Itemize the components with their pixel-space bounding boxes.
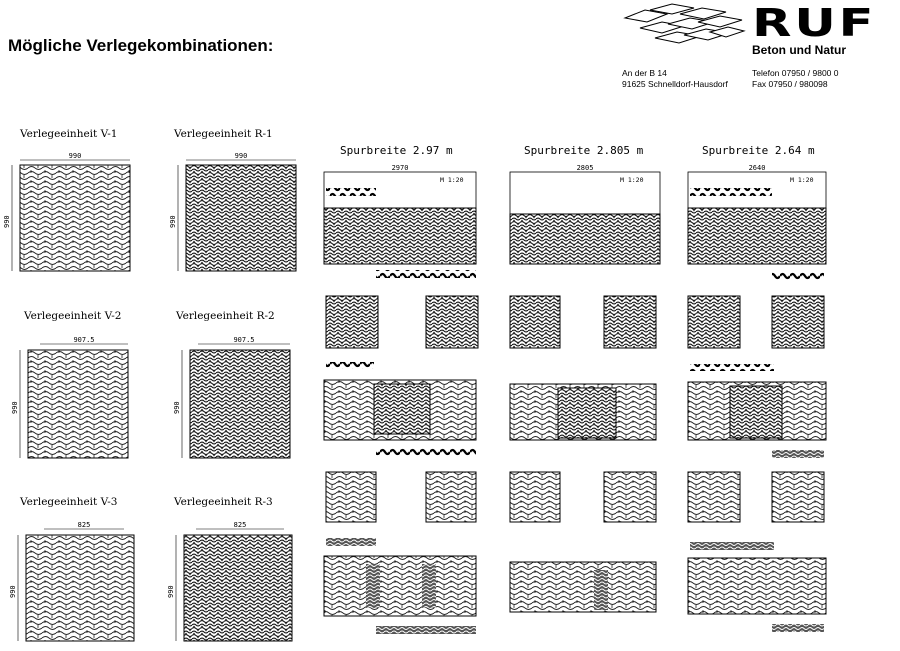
unit-r1-label: Verlegeeinheit R-1	[174, 128, 273, 140]
address-line-1: An der B 14	[622, 68, 667, 78]
unit-r3-drawing	[176, 529, 292, 641]
address-block	[622, 68, 728, 90]
address-line-2: 91625 Schnelldorf-Hausdorf	[622, 79, 728, 89]
track-1-dimension: 2970	[391, 164, 409, 172]
unit-v3-width: 825	[77, 521, 91, 529]
track-3-scale: M 1:20	[790, 176, 814, 184]
unit-r3-label: Verlegeeinheit R-3	[174, 496, 273, 508]
logo-stones-icon	[625, 4, 744, 43]
unit-v1-width: 990	[68, 152, 82, 160]
unit-r1-height: 990	[169, 215, 177, 228]
unit-v1-height: 990	[3, 215, 11, 228]
unit-r2-drawing	[182, 344, 290, 458]
unit-r2-width: 907.5	[233, 336, 255, 344]
unit-r3-width: 825	[233, 521, 247, 529]
unit-v3-label: Verlegeeinheit V-3	[20, 496, 118, 508]
unit-r1-drawing	[178, 160, 296, 271]
unit-v2-label: Verlegeeinheit V-2	[24, 310, 122, 322]
contact-block	[752, 68, 839, 90]
unit-v3-height: 990	[9, 585, 17, 598]
track-1-label: Spurbreite 2.97 m	[340, 144, 453, 157]
track-2-scale: M 1:20	[620, 176, 644, 184]
unit-v2-drawing	[20, 344, 128, 458]
phone-number: Telefon 07950 / 9800 0	[752, 68, 839, 78]
logo-wordmark: RUF	[752, 1, 877, 45]
unit-v1-label: Verlegeeinheit V-1	[20, 128, 118, 140]
track-2-drawings	[510, 172, 660, 612]
unit-r1-width: 990	[234, 152, 248, 160]
track-3-drawings	[688, 172, 826, 632]
unit-v1-drawing	[12, 160, 130, 271]
track-3-label: Spurbreite 2.64 m	[702, 144, 815, 157]
track-1-drawings	[324, 172, 478, 634]
page-title: Mögliche Verlegekombinationen:	[8, 36, 274, 55]
track-2-dimension: 2805	[576, 164, 594, 172]
track-1-scale: M 1:20	[440, 176, 464, 184]
unit-v2-width: 907.5	[73, 336, 95, 344]
unit-v3-drawing	[18, 529, 134, 641]
unit-r2-height: 990	[173, 401, 181, 414]
fax-number: Fax 07950 / 980098	[752, 79, 828, 89]
track-2-label: Spurbreite 2.805 m	[524, 144, 644, 157]
unit-r3-height: 990	[167, 585, 175, 598]
logo-subtitle: Beton und Natur	[752, 43, 846, 57]
track-3-dimension: 2640	[748, 164, 766, 172]
unit-r2-label: Verlegeeinheit R-2	[176, 310, 275, 322]
unit-v2-height: 990	[11, 401, 19, 414]
